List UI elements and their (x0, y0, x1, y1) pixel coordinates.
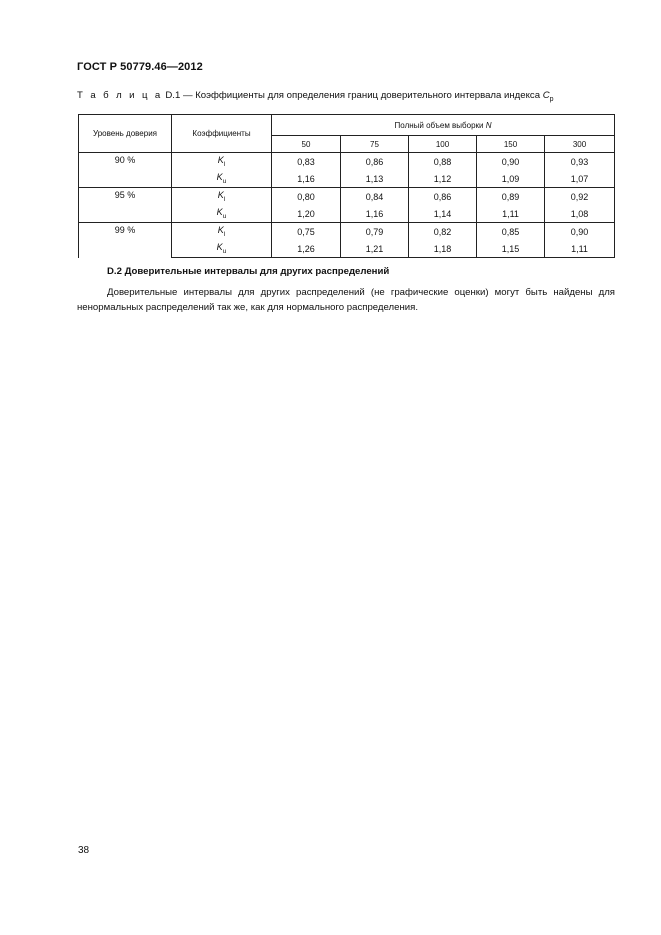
col-header-level: Уровень доверия (79, 115, 172, 153)
coefficient-subscript: l (223, 160, 226, 168)
coefficient-subscript: u (222, 212, 227, 220)
coefficient-cell (172, 188, 272, 206)
value-cell: 1,12 (409, 170, 477, 188)
value-cell: 1,21 (341, 240, 409, 258)
value-cell: 1,18 (409, 240, 477, 258)
section-title: D.2 Доверительные интервалы для других распределений (107, 266, 390, 277)
value-cell: 1,15 (477, 240, 545, 258)
coefficient-cell (172, 170, 272, 188)
value-cell: 0,86 (341, 153, 409, 171)
value-cell: 0,84 (341, 188, 409, 206)
section-paragraph (77, 286, 615, 315)
col-header-sample-symbol: N (485, 120, 492, 130)
table-caption (77, 90, 554, 103)
table-row (79, 153, 615, 171)
caption-subscript: p (549, 95, 554, 103)
col-header-coefficients: Коэффициенты (172, 115, 272, 153)
value-cell: 1,14 (409, 205, 477, 223)
value-cell: 0,85 (477, 223, 545, 241)
value-cell: 0,92 (545, 188, 615, 206)
coefficient-symbol: K (216, 172, 223, 183)
coefficient-cell (172, 223, 272, 241)
coefficient-cell (172, 153, 272, 171)
col-header-sample-text: Полный объем выборки (394, 120, 486, 130)
value-cell: 0,90 (477, 153, 545, 171)
coefficient-symbol: K (216, 242, 223, 253)
table-row (79, 188, 615, 206)
coefficient-symbol: K (216, 207, 223, 218)
caption-text: — Коэффициенты для определения границ доверительного интервала индекса (180, 90, 543, 101)
paragraph-text: Доверительные интервалы для других распределений (не графические оценки) могут быть найдены для ненормальных распределений так же, как для нормального распределения. (77, 287, 615, 313)
coefficient-cell (172, 240, 272, 258)
confidence-level-cell: 95 % (79, 188, 172, 223)
sample-size-header: 75 (341, 136, 409, 153)
coefficient-subscript: u (222, 247, 227, 255)
sample-size-header: 300 (545, 136, 615, 153)
value-cell: 0,89 (477, 188, 545, 206)
caption-prefix: Т а б л и ц а (77, 90, 163, 101)
value-cell: 1,08 (545, 205, 615, 223)
value-cell: 0,80 (272, 188, 341, 206)
value-cell: 1,20 (272, 205, 341, 223)
coefficient-subscript: u (222, 177, 227, 185)
value-cell: 1,11 (477, 205, 545, 223)
value-cell: 0,79 (341, 223, 409, 241)
document-header: ГОСТ Р 50779.46—2012 (77, 61, 203, 73)
value-cell: 0,93 (545, 153, 615, 171)
coefficients-table (78, 114, 615, 258)
sample-size-header: 150 (477, 136, 545, 153)
sample-size-header: 50 (272, 136, 341, 153)
col-header-sample-size (272, 115, 615, 136)
caption-symbol: C (542, 90, 550, 101)
confidence-level-cell: 99 % (79, 223, 172, 258)
value-cell: 1,11 (545, 240, 615, 258)
caption-number: D.1 (165, 90, 181, 101)
coefficient-symbol: K (217, 155, 224, 166)
value-cell: 1,16 (272, 170, 341, 188)
coefficient-symbol: K (217, 225, 224, 236)
value-cell: 0,75 (272, 223, 341, 241)
value-cell: 1,09 (477, 170, 545, 188)
value-cell: 0,88 (409, 153, 477, 171)
coefficient-subscript: l (223, 230, 226, 238)
value-cell: 1,07 (545, 170, 615, 188)
value-cell: 1,13 (341, 170, 409, 188)
value-cell: 1,16 (341, 205, 409, 223)
value-cell: 1,26 (272, 240, 341, 258)
coefficient-cell (172, 205, 272, 223)
value-cell: 0,82 (409, 223, 477, 241)
value-cell: 0,83 (272, 153, 341, 171)
page-number: 38 (78, 845, 90, 856)
coefficient-subscript: l (223, 195, 226, 203)
confidence-level-cell: 90 % (79, 153, 172, 188)
coefficient-symbol: K (217, 190, 224, 201)
value-cell: 0,86 (409, 188, 477, 206)
sample-size-header: 100 (409, 136, 477, 153)
table-row (79, 223, 615, 241)
value-cell: 0,90 (545, 223, 615, 241)
